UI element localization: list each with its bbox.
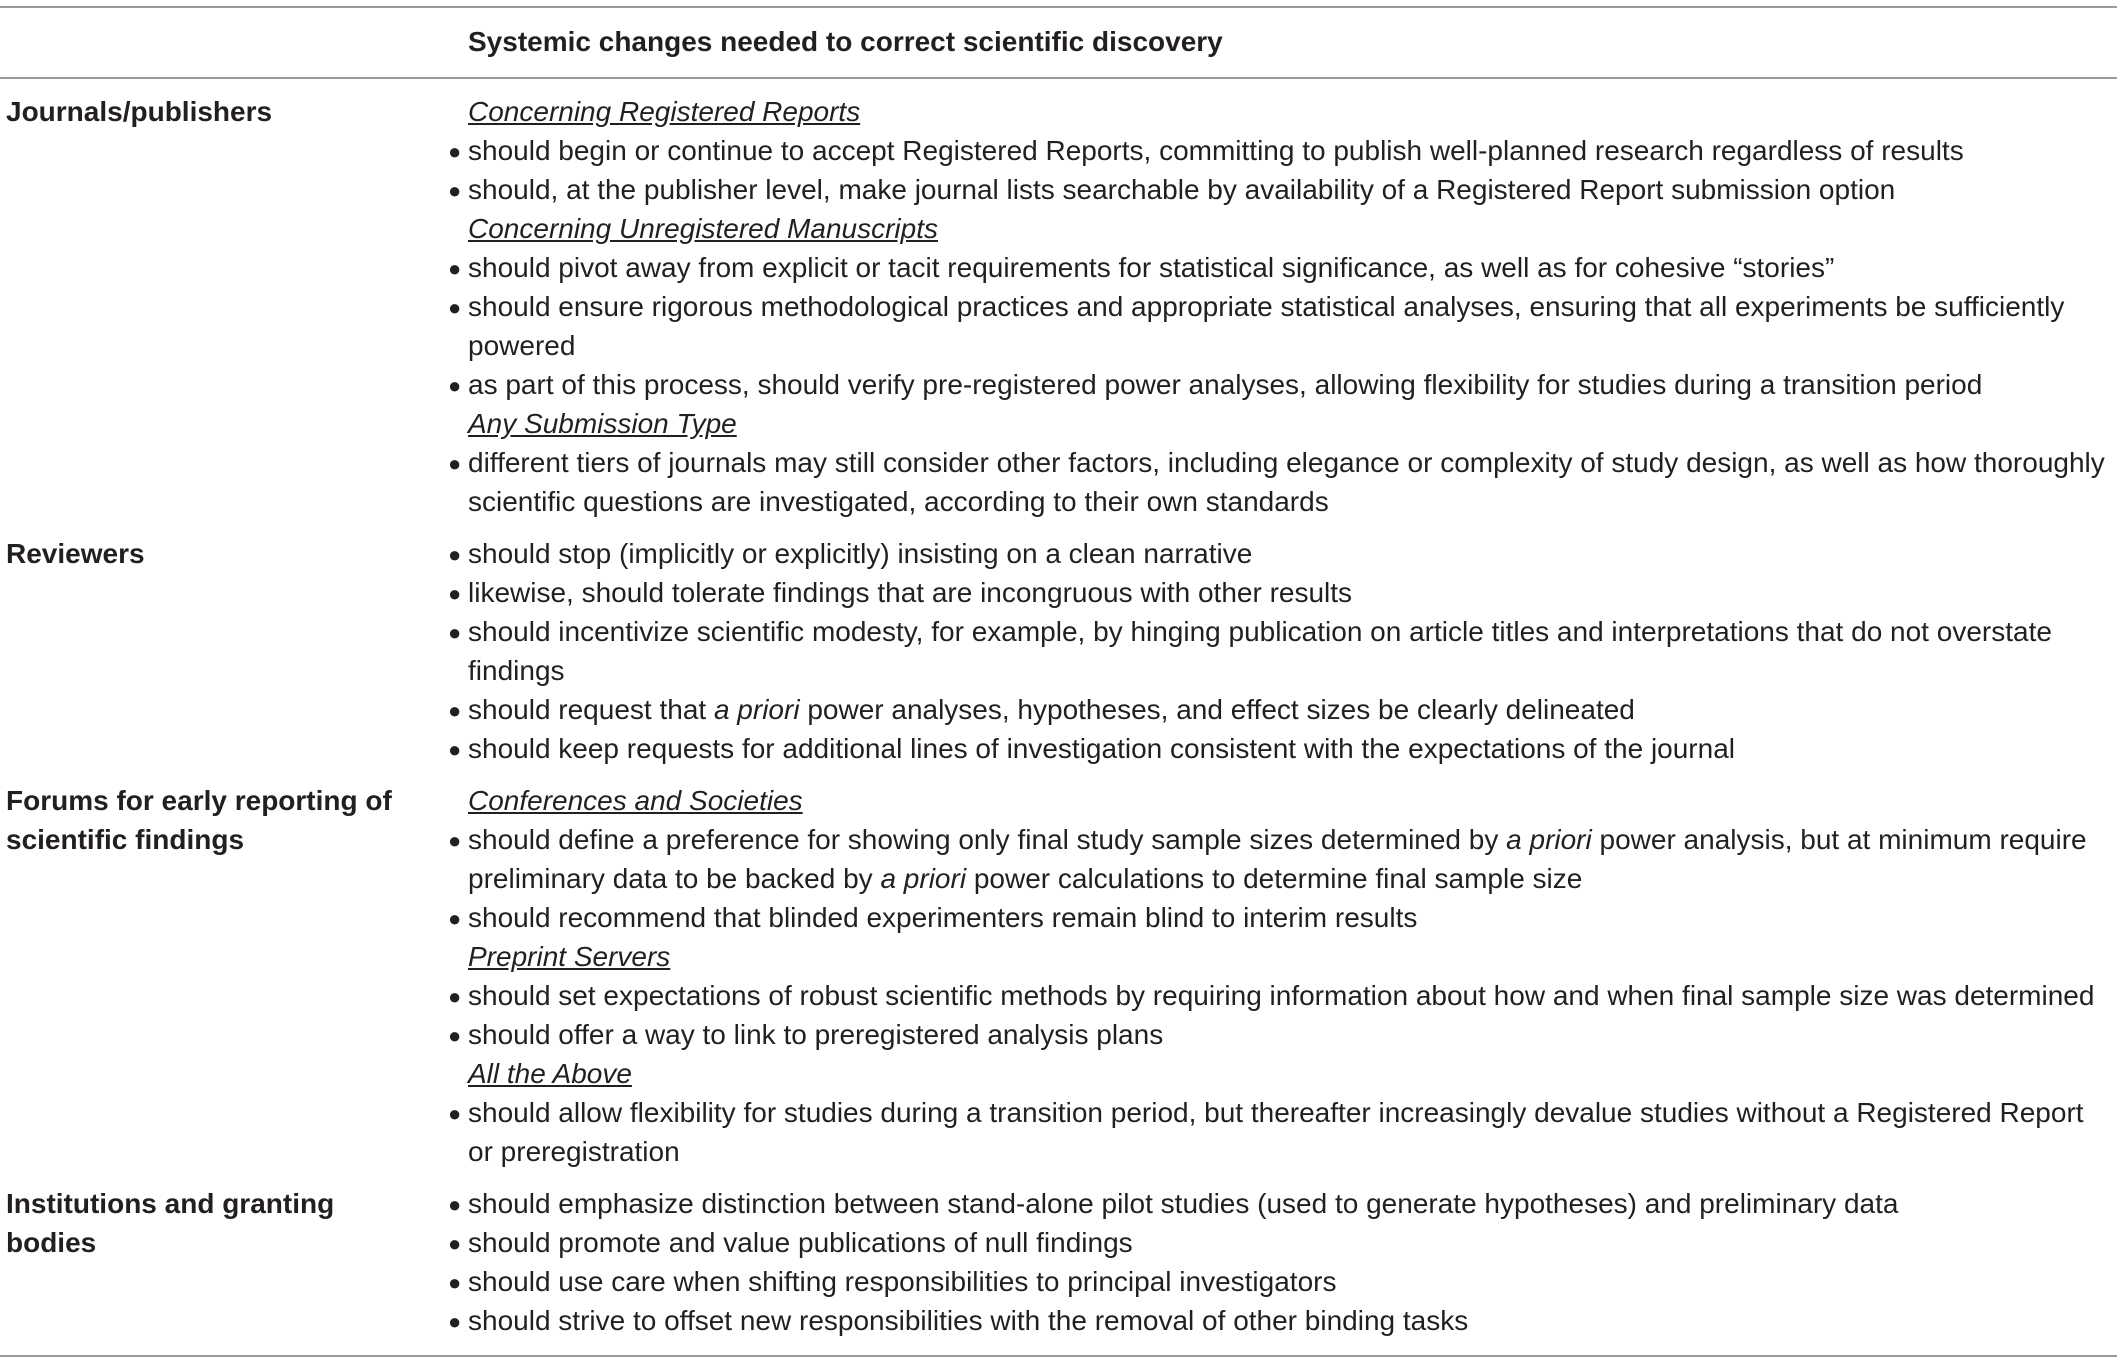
text-run: power analysis, but at minimum require preliminary data to be backed by <box>468 824 2087 894</box>
bullet-text: should recommend that blinded experimenters remain blind to interim results <box>468 902 1418 933</box>
bullet-item <box>448 690 2108 729</box>
bullet-icon: ● <box>448 1101 462 1126</box>
subheading: Any Submission Type <box>468 408 737 439</box>
bullet-text: different tiers of journals may still consider other factors, including elegance or complexity of study design, as well as how thoroughly scientific questions are investigated, according to their own standards <box>468 447 2105 517</box>
italic-term: a priori <box>1506 824 1592 855</box>
bullet-item <box>448 1015 2108 1054</box>
bullet-item <box>448 534 2108 573</box>
row-label: Forums for early reporting of scientific findings <box>6 785 392 855</box>
bullet-item <box>448 1184 2108 1223</box>
bullet-item <box>448 1262 2108 1301</box>
bullet-item <box>448 976 2108 1015</box>
bullet-item <box>448 248 2108 287</box>
row-content <box>448 92 2117 521</box>
bullet-text: should keep requests for additional lines of investigation consistent with the expectations of the journal <box>468 733 1735 764</box>
bullet-icon: ● <box>448 295 462 320</box>
bullet-icon: ● <box>448 581 462 606</box>
bullet-icon: ● <box>448 373 462 398</box>
bullet-item <box>448 612 2108 690</box>
bullet-text: should, at the publisher level, make journal lists searchable by availability of a Registered Report submission option <box>468 174 1896 205</box>
table-bottom-rule <box>0 1355 2117 1357</box>
text-run: power calculations to determine final sample size <box>966 863 1583 894</box>
bullet-text <box>468 820 2108 898</box>
bullet-icon: ● <box>448 1270 462 1295</box>
subheading: Preprint Servers <box>468 941 671 972</box>
bullet-icon: ● <box>448 451 462 476</box>
bullet-icon: ● <box>448 828 462 853</box>
bullet-icon: ● <box>448 1023 462 1048</box>
row-label: Institutions and granting bodies <box>6 1188 335 1258</box>
bullet-text: should begin or continue to accept Registered Reports, committing to publish well-planned research regardless of results <box>468 135 1964 166</box>
bullet-text: should set expectations of robust scientific methods by requiring information about how and when final sample size was determined <box>468 980 2095 1011</box>
bullet-item <box>448 170 2108 209</box>
bullet-icon: ● <box>448 256 462 281</box>
row-label: Reviewers <box>6 538 145 569</box>
bullet-icon: ● <box>448 1231 462 1256</box>
table-top-rule <box>0 6 2117 8</box>
bullet-text: should allow flexibility for studies during a transition period, but thereafter increasingly devalue studies without a Registered Report or preregistration <box>468 1097 2084 1167</box>
bullet-icon: ● <box>448 1192 462 1217</box>
row-label: Journals/publishers <box>6 96 273 127</box>
bullet-text: likewise, should tolerate findings that are incongruous with other results <box>468 577 1353 608</box>
bullet-icon: ● <box>448 139 462 164</box>
bullet-item <box>448 1301 2108 1340</box>
bullet-text: should offer a way to link to preregistered analysis plans <box>468 1019 1164 1050</box>
bullet-item <box>448 1223 2108 1262</box>
bullet-icon: ● <box>448 1309 462 1334</box>
bullet-icon: ● <box>448 178 462 203</box>
bullet-item <box>448 365 2108 404</box>
row-content <box>448 1184 2117 1340</box>
bullet-icon: ● <box>448 620 462 645</box>
text-run: should define a preference for showing only final study sample sizes determined by <box>468 824 1507 855</box>
bullet-text <box>468 690 2108 729</box>
bullet-icon: ● <box>448 542 462 567</box>
bullet-item <box>448 573 2108 612</box>
bullet-item <box>448 820 2108 898</box>
bullet-text: should ensure rigorous methodological practices and appropriate statistical analyses, ensuring that all experiments be sufficiently powered <box>468 291 2065 361</box>
subheading: Conferences and Societies <box>468 785 803 816</box>
bullet-item <box>448 287 2108 365</box>
text-run: should request that <box>468 694 714 725</box>
italic-term: a priori <box>713 694 800 725</box>
text-run: power analyses, hypotheses, and effect sizes be clearly delineated <box>799 694 1635 725</box>
bullet-icon: ● <box>448 698 462 723</box>
bullet-text: should incentivize scientific modesty, for example, by hinging publication on article titles and interpretations that do not overstate findings <box>468 616 2052 686</box>
table-header-rule <box>0 77 2117 79</box>
italic-term: a priori <box>880 863 967 894</box>
bullet-text: should promote and value publications of null findings <box>468 1227 1133 1258</box>
subheading: Concerning Unregistered Manuscripts <box>468 213 938 244</box>
bullet-icon: ● <box>448 906 462 931</box>
bullet-item <box>448 1093 2108 1171</box>
bullet-text: should use care when shifting responsibilities to principal investigators <box>468 1266 1337 1297</box>
subheading: All the Above <box>468 1058 632 1089</box>
bullet-icon: ● <box>448 984 462 1009</box>
row-content <box>448 781 2117 1171</box>
table-header: Systemic changes needed to correct scientific discovery <box>468 26 1223 57</box>
bullet-text: should emphasize distinction between stand-alone pilot studies (used to generate hypotheses) and preliminary data <box>468 1188 1899 1219</box>
bullet-text: as part of this process, should verify pre-registered power analyses, allowing flexibility for studies during a transition period <box>468 369 1983 400</box>
subheading: Concerning Registered Reports <box>468 96 861 127</box>
bullet-item <box>448 898 2108 937</box>
bullet-text: should pivot away from explicit or tacit requirements for statistical significance, as well as for cohesive “stories” <box>468 252 1835 283</box>
bullet-text: should stop (implicitly or explicitly) insisting on a clean narrative <box>468 538 1253 569</box>
bullet-text: should strive to offset new responsibilities with the removal of other binding tasks <box>468 1305 1469 1336</box>
bullet-item <box>448 443 2108 521</box>
bullet-item <box>448 131 2108 170</box>
row-content <box>448 534 2117 768</box>
bullet-icon: ● <box>448 737 462 762</box>
bullet-item <box>448 729 2108 768</box>
